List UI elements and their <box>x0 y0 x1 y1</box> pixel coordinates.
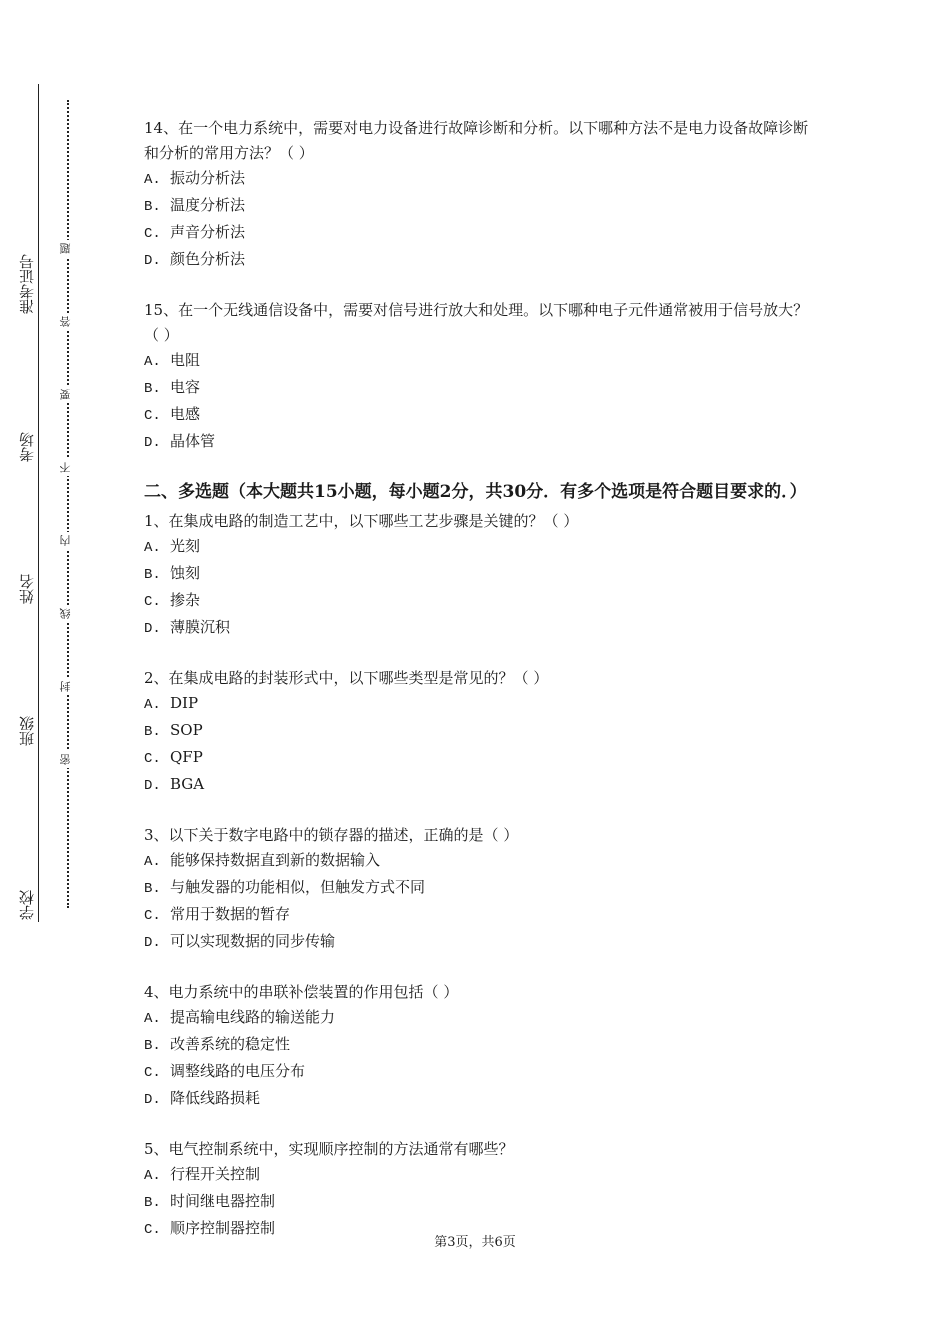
seal-char: 不 <box>60 459 76 476</box>
seal-char: 密 <box>60 751 76 768</box>
option-d: D. 降低线路损耗 <box>144 1089 261 1108</box>
option-b: B. 蚀刻 <box>144 564 201 583</box>
seal-char: 题 <box>60 240 76 257</box>
binding-margin <box>0 0 110 1344</box>
question-text: 1、在集成电路的制造工艺中，以下哪些工艺步骤是关键的？（ ） <box>144 512 579 530</box>
option-c: C. QFP <box>144 748 203 767</box>
exam-content <box>144 116 814 1267</box>
option-b: B. 时间继电器控制 <box>144 1192 276 1211</box>
option-a: A. 行程开关控制 <box>144 1165 261 1184</box>
question-text: 2、在集成电路的封装形式中，以下哪些类型是常见的？（ ） <box>144 669 549 687</box>
page-number: 第3页，共6页 <box>434 1235 516 1250</box>
seal-char: 内 <box>60 532 76 549</box>
option-c: C. 顺序控制器控制 <box>144 1219 276 1238</box>
question-m3 <box>144 823 814 956</box>
option-d: D. 薄膜沉积 <box>144 618 231 637</box>
option-c: C. 调整线路的电压分布 <box>144 1062 306 1081</box>
option-c: C. 掺杂 <box>144 591 201 610</box>
option-a: A. 提高输电线路的输送能力 <box>144 1008 336 1027</box>
field-class: 班级 <box>20 712 35 750</box>
question-m1 <box>144 509 814 642</box>
question-m5 <box>144 1137 814 1243</box>
field-name: 姓名 <box>20 570 35 608</box>
seal-char: 封 <box>60 678 76 695</box>
option-b: B. 电容 <box>144 378 201 397</box>
seal-dotted-line <box>67 100 69 908</box>
option-a: A. 振动分析法 <box>144 169 246 188</box>
question-text: 4、电力系统中的串联补偿装置的作用包括（ ） <box>144 983 459 1001</box>
option-c: C. 声音分析法 <box>144 223 246 242</box>
question-text: 5、电气控制系统中，实现顺序控制的方法通常有哪些？ <box>144 1140 514 1158</box>
option-b: B. 温度分析法 <box>144 196 246 215</box>
seal-char: 线 <box>60 605 76 622</box>
seal-char: 要 <box>60 386 76 403</box>
option-b: B. 改善系统的稳定性 <box>144 1035 291 1054</box>
option-b: B. SOP <box>144 721 203 740</box>
option-b: B. 与触发器的功能相似，但触发方式不同 <box>144 878 426 897</box>
option-a: A. 光刻 <box>144 537 201 556</box>
option-d: D. 颜色分析法 <box>144 250 246 269</box>
field-exam-room: 考场 <box>20 428 35 466</box>
question-m4 <box>144 980 814 1113</box>
binding-solid-line <box>38 84 39 922</box>
question-15 <box>144 298 814 456</box>
seal-char: 答 <box>60 313 76 330</box>
option-a: A. 能够保持数据直到新的数据输入 <box>144 851 381 870</box>
field-exam-id: 准考证号 <box>20 250 35 318</box>
question-14 <box>144 116 814 274</box>
field-school: 学校 <box>20 886 35 924</box>
question-text: 15、在一个无线通信设备中，需要对信号进行放大和处理。以下哪种电子元件通常被用于信号放大？（ ） <box>144 301 809 344</box>
option-d: D. 晶体管 <box>144 432 216 451</box>
option-d: D. 可以实现数据的同步传输 <box>144 932 336 951</box>
option-d: D. BGA <box>144 775 205 794</box>
question-m2 <box>144 666 814 799</box>
option-a: A. DIP <box>144 694 199 713</box>
option-a: A. 电阻 <box>144 351 201 370</box>
section-title-multiple-choice: 二、多选题（本大题共15小题，每小题2分，共30分．有多个选项是符合题目要求的．） <box>144 482 807 502</box>
question-text: 3、以下关于数字电路中的锁存器的描述，正确的是（ ） <box>144 826 519 844</box>
option-c: C. 电感 <box>144 405 201 424</box>
question-text: 14、在一个电力系统中，需要对电力设备进行故障诊断和分析。以下哪种方法不是电力设备故障诊断和分析的常用方法？（ ） <box>144 119 809 162</box>
option-c: C. 常用于数据的暂存 <box>144 905 291 924</box>
